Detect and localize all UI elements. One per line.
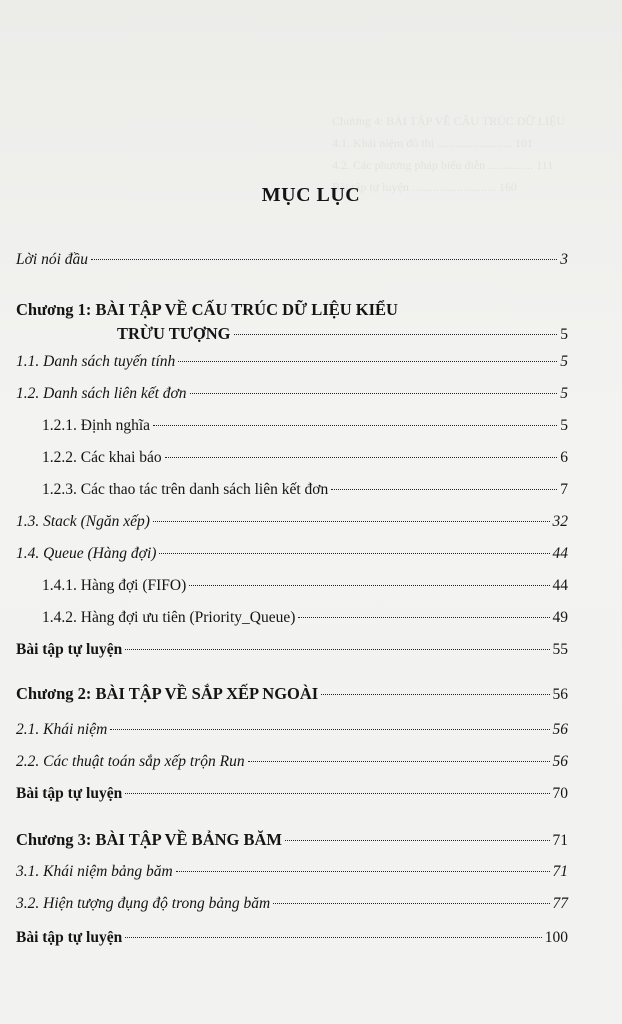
toc-entry-exercises-ch2[interactable] (16, 784, 568, 804)
dot-leader (125, 793, 549, 794)
dot-leader (110, 729, 549, 730)
dot-leader (125, 937, 542, 938)
toc-entry-label: 1.1. Danh sách tuyến tính (16, 353, 176, 370)
dot-leader (234, 334, 558, 335)
toc-page-number: 77 (552, 895, 568, 912)
toc-entry-label: 3.2. Hiện tượng đụng độ trong bảng băm (16, 895, 271, 912)
toc-entry-1-3[interactable] (16, 512, 568, 532)
dot-leader (321, 694, 549, 695)
dot-leader (178, 361, 557, 362)
toc-page-number: 7 (560, 481, 568, 498)
bleed-through-line: Bài tập tự luyện ............................ 160 (332, 180, 517, 194)
toc-entry-label: Bài tập tự luyện (16, 929, 123, 946)
toc-entry-chapter-1-line1[interactable] (16, 300, 568, 320)
dot-leader (273, 903, 549, 904)
toc-entry-1-1[interactable] (16, 352, 568, 372)
toc-entry-exercises-ch3[interactable] (16, 928, 568, 948)
toc-entry-2-2[interactable] (16, 752, 568, 772)
dot-leader (153, 521, 550, 522)
toc-entry-label: 2.1. Khái niệm (16, 721, 108, 738)
toc-page-number: 5 (560, 385, 568, 402)
toc-entry-label: 1.2.1. Định nghĩa (42, 417, 151, 434)
dot-leader (190, 393, 558, 394)
toc-page-number: 5 (560, 326, 568, 343)
page-title: MỤC LỤC (261, 184, 361, 206)
toc-entry-label: 3.1. Khái niệm bảng băm (16, 863, 173, 880)
toc-page-number: 56 (552, 753, 568, 770)
toc-entry-label: TRỪU TƯỢNG (117, 324, 231, 343)
toc-entry-1-2[interactable] (16, 384, 568, 404)
toc-entry-label: 1.4. Queue (Hàng đợi) (16, 545, 157, 562)
toc-entry-label: 2.2. Các thuật toán sắp xếp trộn Run (16, 753, 245, 770)
toc-entry-label: Bài tập tự luyện (16, 785, 123, 802)
bleed-through-line: 4.2. Các phương pháp biểu diễn ............... 111 (332, 158, 554, 172)
toc-entry-chapter-1-line2[interactable] (117, 324, 568, 345)
toc-entry-1-2-2[interactable] (42, 448, 568, 468)
toc-page-number: 71 (552, 863, 568, 880)
bleed-through-line: 4.1. Khái niệm đồ thị ......................... 101 (332, 136, 533, 150)
toc-entry-1-4-1[interactable] (42, 576, 568, 596)
toc-entry-2-1[interactable] (16, 720, 568, 740)
dot-leader (248, 761, 550, 762)
dot-leader (176, 871, 550, 872)
dot-leader (153, 425, 557, 426)
toc-entry-1-2-3[interactable] (42, 480, 568, 500)
dot-leader (159, 553, 549, 554)
toc-entry-label: 1.4.2. Hàng đợi ưu tiên (Priority_Queue) (42, 609, 296, 626)
dot-leader (91, 259, 557, 260)
toc-entry-3-2[interactable] (16, 894, 568, 914)
toc-entry-1-4[interactable] (16, 544, 568, 564)
dot-leader (285, 840, 550, 841)
toc-page-number: 44 (552, 545, 568, 562)
toc-page-number: 56 (552, 721, 568, 738)
toc-page-number: 70 (552, 785, 568, 802)
toc-entry-label: Chương 3: BÀI TẬP VỀ BẢNG BĂM (16, 830, 282, 849)
toc-entry-3-1[interactable] (16, 862, 568, 882)
toc-page-number: 5 (560, 417, 568, 434)
bleed-through-line: Chương 4: BÀI TẬP VỀ CẤU TRÚC DỮ LIỆU (332, 114, 566, 128)
toc-page-number: 32 (552, 513, 568, 530)
dot-leader (125, 649, 549, 650)
toc-page-number: 44 (552, 577, 568, 594)
dot-leader (189, 585, 549, 586)
toc-entry-label: 1.2.3. Các thao tác trên danh sách liên kết đơn (42, 481, 329, 498)
toc-entry-label: Lời nói đầu (16, 251, 89, 268)
toc-entry-exercises-ch1[interactable] (16, 640, 568, 660)
dot-leader (298, 617, 549, 618)
toc-entry-chapter-2[interactable] (16, 684, 568, 705)
toc-page-number: 56 (552, 686, 568, 703)
toc-page-number: 49 (552, 609, 568, 626)
toc-page-number: 55 (552, 641, 568, 658)
toc-entry-label: Chương 1: BÀI TẬP VỀ CẤU TRÚC DỮ LIỆU KIỂU (16, 300, 398, 319)
toc-entry-label: 1.3. Stack (Ngăn xếp) (16, 513, 150, 530)
dot-leader (331, 489, 557, 490)
dot-leader (165, 457, 558, 458)
toc-entry-chapter-3[interactable] (16, 830, 568, 851)
toc-entry-label: Bài tập tự luyện (16, 641, 123, 658)
toc-page-number: 5 (560, 353, 568, 370)
toc-entry-label: Chương 2: BÀI TẬP VỀ SẮP XẾP NGOÀI (16, 684, 319, 703)
toc-entry-label: 1.2. Danh sách liên kết đơn (16, 385, 187, 402)
toc-page-number: 100 (544, 929, 568, 946)
toc-page-number: 6 (560, 449, 568, 466)
toc-page-number: 71 (552, 832, 568, 849)
toc-page-number: 3 (560, 251, 568, 268)
toc-entry-1-2-1[interactable] (42, 416, 568, 436)
toc-entry-1-4-2[interactable] (42, 608, 568, 628)
toc-entry-label: 1.2.2. Các khai báo (42, 449, 162, 466)
toc-entry-label: 1.4.1. Hàng đợi (FIFO) (42, 577, 187, 594)
toc-entry-preface[interactable] (16, 250, 568, 270)
